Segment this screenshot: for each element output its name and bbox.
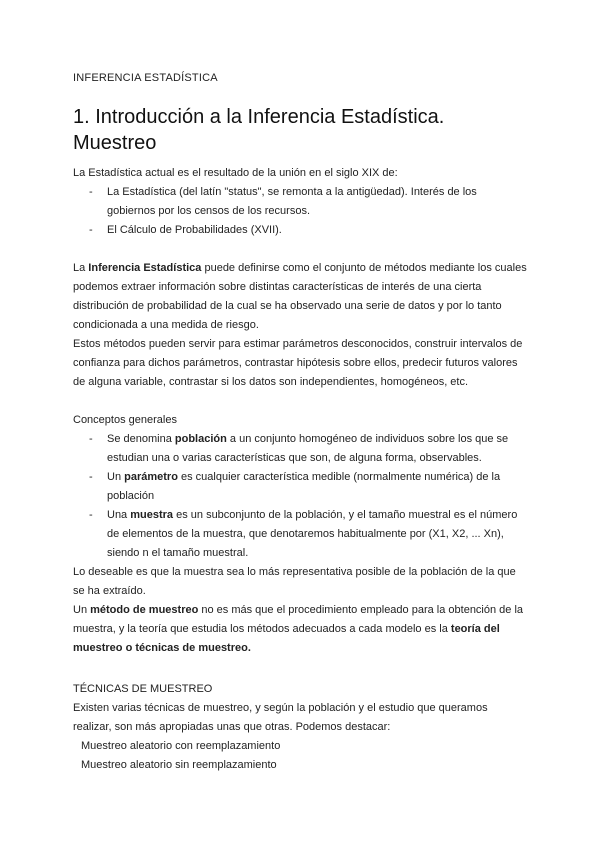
conceptos-list bbox=[73, 430, 528, 563]
term-inferencia: Inferencia Estadística bbox=[88, 262, 202, 274]
conceptos-section bbox=[73, 411, 528, 658]
intro-list bbox=[73, 183, 528, 240]
document-header: INFERENCIA ESTADÍSTICA bbox=[73, 72, 218, 84]
inferencia-section bbox=[73, 259, 528, 392]
tecnica-item: Muestreo aleatorio con reemplazamiento bbox=[81, 740, 281, 752]
section-title: 1. Introducción a la Inferencia Estadística. Muestreo bbox=[73, 106, 445, 154]
conceptos-heading: Conceptos generales bbox=[73, 414, 177, 426]
tecnicas-heading: TÉCNICAS DE MUESTREO bbox=[73, 683, 213, 695]
tecnica-item: Muestreo aleatorio sin reemplazamiento bbox=[81, 759, 277, 771]
metodo-muestreo-text: Un método de muestreo no es más que el procedimiento empleado para la obtención de la muestra, y la teoría que estudia los métodos adecuados a cada modelo es la teoría del muestreo o técnicas de muestreo. bbox=[73, 604, 524, 654]
list-item: - Se denomina población a un conjunto homogéneo de individuos sobre los que se estudian una o varias características que son, de alguna forma, observables. bbox=[89, 433, 509, 464]
list-item: - La Estadística (del latín "status", se remonta a la antigüedad). Interés de los gobiernos por los censos de los recursos. bbox=[89, 186, 477, 217]
representatividad-text: Lo deseable es que la muestra sea lo más representativa posible de la población de la que se ha extraído. bbox=[73, 566, 516, 597]
list-item: - Una muestra es un subconjunto de la población, y el tamaño muestral es el número de elementos de la muestra, que denotaremos habitualmente por (X1, X2, ... Xn), siendo n el tamaño muestral. bbox=[89, 509, 518, 559]
list-item: - El Cálculo de Probabilidades (XVII). bbox=[89, 224, 282, 236]
inferencia-definition: La Inferencia Estadística puede definirse como el conjunto de métodos mediante los cuales podemos extraer información sobre distintas características de interés de una cierta distribución de probabilidad de la cual se ha observado una serie de datos y por lo tanto condicionada a una medida de riesgo. bbox=[73, 262, 527, 331]
intro-text: La Estadística actual es el resultado de la unión en el siglo XIX de: bbox=[73, 167, 398, 179]
list-item: - Un parámetro es cualquier característica medible (normalmente numérica) de la población bbox=[89, 471, 501, 502]
intro-section bbox=[73, 164, 528, 240]
inferencia-methods: Estos métodos pueden servir para estimar parámetros desconocidos, construir intervalos de confianza para dichos parámetros, contrastar hipótesis sobre ellos, predecir futuros valores de alguna variable, contrastar si los datos son independientes, homogéneos, etc. bbox=[73, 338, 523, 388]
tecnicas-text: Existen varias técnicas de muestreo, y según la población y el estudio que queramos realizar, son más apropiadas unas que otras. Podemos destacar: bbox=[73, 702, 488, 733]
tecnicas-section bbox=[73, 680, 528, 775]
